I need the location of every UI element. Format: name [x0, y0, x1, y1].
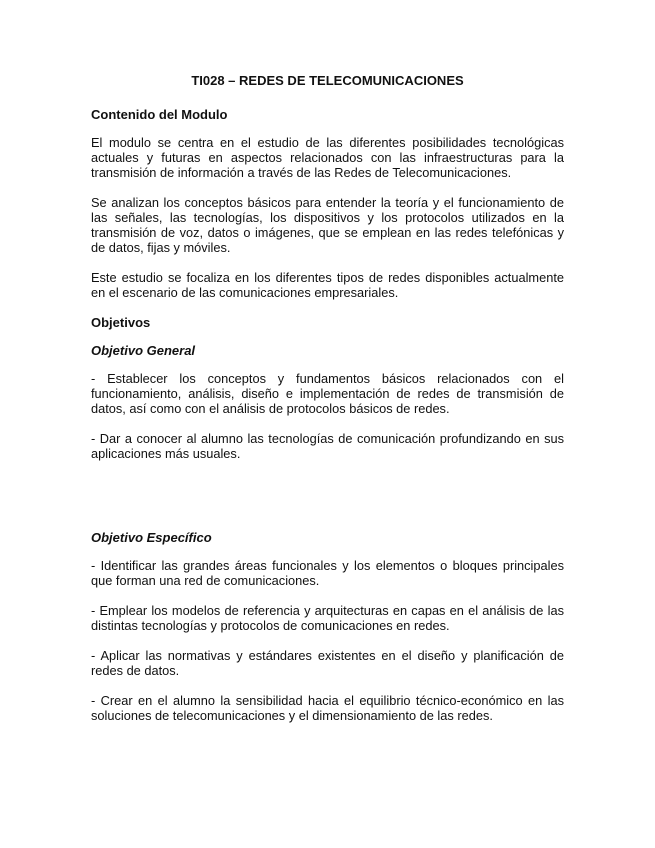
blank-space [91, 476, 564, 530]
heading-objetivos: Objetivos [91, 315, 151, 330]
objetivo-especifico-item-4: - Crear en el alumno la sensibilidad hacia el equilibrio técnico-económico en las soluciones de telecomunicaciones y el dimensionamiento de las redes. [91, 693, 564, 723]
subheading-objetivo-general: Objetivo General [91, 343, 196, 358]
heading-contenido: Contenido del Modulo [91, 107, 228, 122]
objetivo-especifico-item-3: - Aplicar las normativas y estándares existentes en el diseño y planificación de redes de datos. [91, 648, 564, 678]
objetivo-especifico-item-1: - Identificar las grandes áreas funcionales y los elementos o bloques principales que forman una red de comunicaciones. [91, 558, 564, 588]
document-content [91, 73, 564, 738]
objetivo-especifico-item-2: - Emplear los modelos de referencia y arquitecturas en capas en el análisis de las distintas tecnologías y protocolos de comunicaciones en redes. [91, 603, 564, 633]
document-title: TI028 – REDES DE TELECOMUNICACIONES [191, 73, 464, 88]
subheading-objetivo-especifico: Objetivo Específico [91, 530, 212, 545]
objetivo-general-item-1: - Establecer los conceptos y fundamentos básicos relacionados con el funcionamiento, análisis, diseño e implementación de redes de transmisión de datos, así como con el análisis de protocolos básicos de redes. [91, 371, 564, 416]
paragraph-contenido-3: Este estudio se focaliza en los diferentes tipos de redes disponibles actualmente en el escenario de las comunicaciones empresariales. [91, 270, 564, 300]
paragraph-contenido-2: Se analizan los conceptos básicos para entender la teoría y el funcionamiento de las señales, las tecnologías, los dispositivos y los protocolos utilizados en la transmisión de voz, datos o imágenes, que se emplean en las redes telefónicas y de datos, fijas y móviles. [91, 195, 564, 255]
paragraph-contenido-1: El modulo se centra en el estudio de las diferentes posibilidades tecnológicas actuales y futuras en aspectos relacionados con las infraestructuras para la transmisión de información a través de las Redes de Telecomunicaciones. [91, 135, 564, 180]
objetivo-general-item-2: - Dar a conocer al alumno las tecnologías de comunicación profundizando en sus aplicaciones más usuales. [91, 431, 564, 461]
